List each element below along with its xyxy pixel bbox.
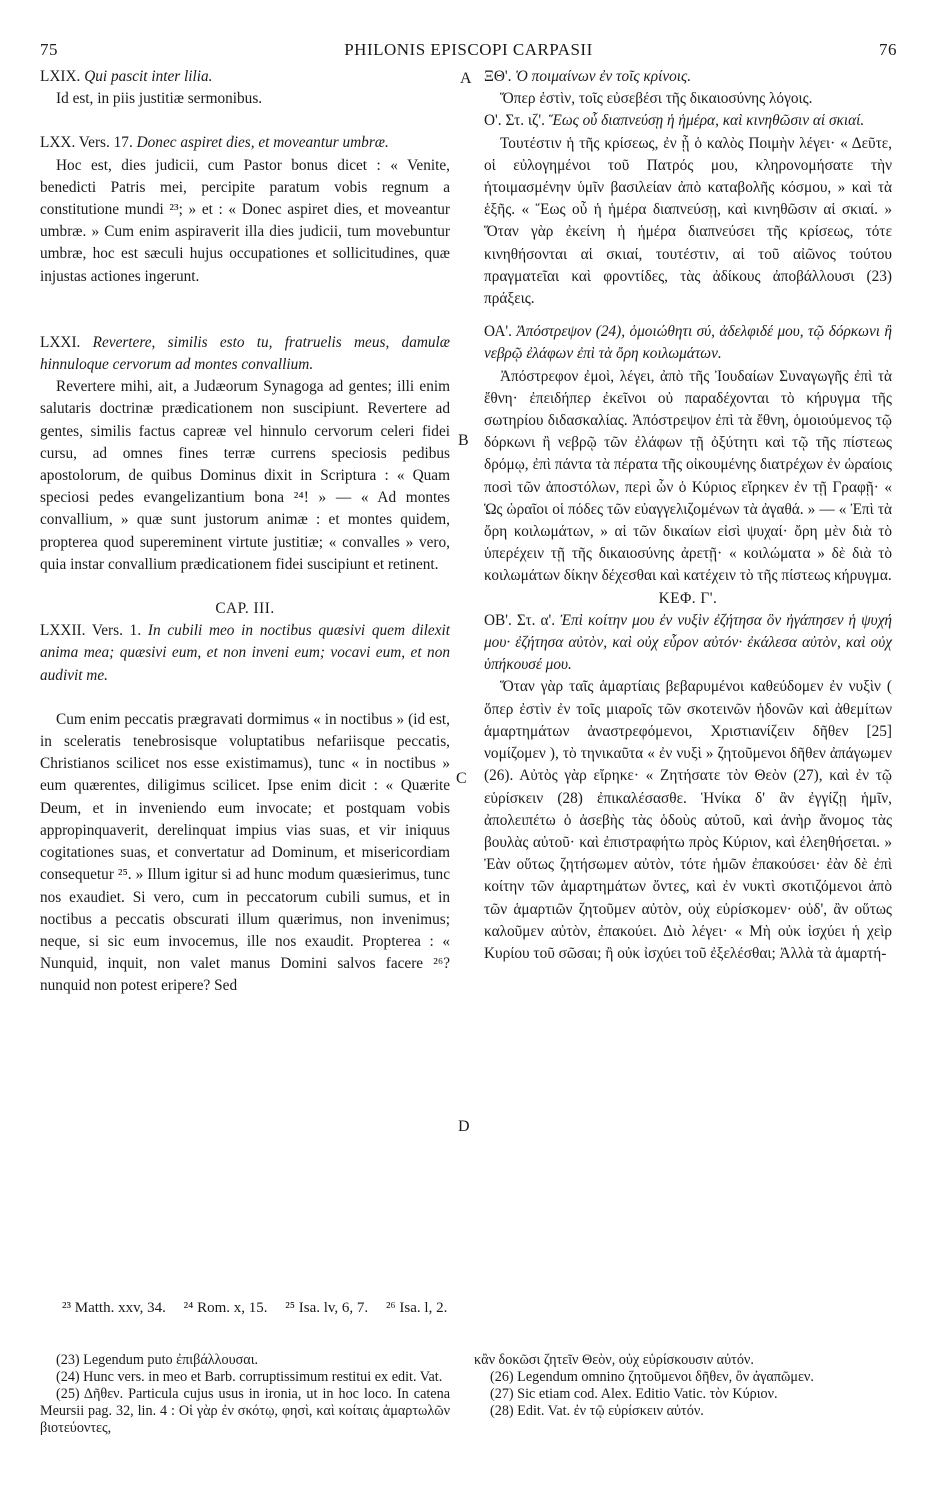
greek-section-69-text: Ὅπερ ἐστὶν, τοῖς εὐσεβέσι τῆς δικαιοσύνης λόγοις. bbox=[500, 90, 813, 108]
section-69-text: Id est, in piis justitiæ sermonibus. bbox=[56, 90, 263, 108]
greek-section-71-text: Ἀπόστρεφον ἐμοὶ, λέγει, ἀπὸ τῆς Ἰουδαίων Συναγωγῆς ἐπὶ τὰ ἔθνη· ἐπειδήπερ ἐκεῖνοι οὐ παραδέχονται τὸ κήρυγμα τῆς σωτηρίου διδασκαλίας. Ἀπόστρεψον ἐπὶ τὰ ἔθνη, ὁμοιούμενος τῷ δόρκωνι ἢ νεβρῷ τῶν ἐλάφων τῇ ὀξύτητι καὶ τῷ τῆς πίστεως δρόμῳ, ἐπὶ πάντα τὰ πέρατα τῆς οἰκουμένης διατρέχων ἐν ὡραίοις ποσὶ τῶν ἀποστόλων, περὶ ὧν ὁ Κύριος εἴρηκεν ἐν τῇ Γραφῇ· « Ὡς ὡραῖοι οἱ πόδες τῶν εὐαγγελιζομένων τὰ ἀγαθά. » — « Ἐπὶ τὰ ὄρη κοιλωμάτων, » αἱ τῶν δικαίων εἰσὶ ψυχαί· ὄρη μὲν διὰ τὸ ὑπερέχειν τῇ τῆς δικαιοσύνης ἀρετῇ· « κοιλώματα » δὲ διὰ τὸ κοιλωμάτων δίκην δέχεσθαι καὶ κατέχειν τὸ τῆς πίστεως κήρυγμα. bbox=[484, 367, 892, 585]
scripture-ref: ²⁶ Isa. l, 2. bbox=[385, 1300, 448, 1316]
section-71-heading: LXXI. Revertere, similis esto tu, fratruelis meus, damulæ hinnuloque cervorum ad montes convallium. bbox=[40, 333, 450, 374]
greek-section-69-heading: ΞΘ'. Ὁ ποιμαίνων ἐν τοῖς κρίνοις. bbox=[484, 68, 692, 85]
footnote-26: (26) Legendum omnino ζητοῦμενοι δῆθεν, ὂν ἀγαπῶμεν. bbox=[490, 1369, 814, 1385]
greek-section-70-heading: Ο'. Στ. ιζ'. Ἕως οὗ διαπνεύσῃ ἡ ἡμέρα, καὶ κινηθῶσιν αἱ σκιαί. bbox=[484, 112, 865, 130]
footnote-25-continued: κἂν δοκῶσι ζητεῖν Θεὸν, οὐχ εὑρίσκουσιν αὐτόν. bbox=[474, 1352, 754, 1368]
greek-section-70-text: Τουτέστιν ἡ τῆς κρίσεως, ἐν ᾗ ὁ καλὸς Ποιμὴν λέγει· « Δεῦτε, οἱ εὐλογημένοι τοῦ Πατρός μου, κληρονομήσατε τὴν ἡτοιμασμένην ὑμῖν βασιλείαν ἀπὸ καταβολῆς κόσμου, » καὶ τὰ ἑξῆς. « Ἕως οὗ ἡ ἡμέρα διαπνεύσῃ, καὶ κινηθῶσιν αἱ σκιαί. » Ὅταν γὰρ ἐκείνη ἡ ἡμέρα διαπνεύσει τῆς κρίσεως, τότε κινηθήσονται αἱ σκιαί, τουτέστιν, αἱ τοῦ αἰῶνος τούτου πραγματεῖαι καὶ φροντίδες, τὰς ἀδίκους ἀποβάλλουσι (23) πράξεις. bbox=[484, 134, 892, 308]
greek-section-72-heading: ΟΒ'. Στ. α'. Ἐπὶ κοίτην μου ἐν νυξὶν ἐζήτησα ὃν ἠγάπησεν ἡ ψυχή μου· ἐζήτησα αὐτὸν, καὶ οὐχ εὗρον αὐτόν· ἐκάλεσα αὐτὸν, καὶ οὐχ ὑπήκουσέ μου. bbox=[484, 611, 893, 674]
section-72-heading: LXXII. Vers. 1. In cubili meo in noctibus quæsivi quem dilexit anima mea; quæsivi eum, et non inveni eum; vocavi eum, et non audivit me. bbox=[40, 622, 450, 684]
footnotes-left bbox=[40, 1352, 450, 1437]
scripture-references bbox=[62, 1300, 762, 1317]
section-72-text: Cum enim peccatis prægravati dormimus « in noctibus » (id est, in sceleratis tenebrosisque voluptatibus nefariisque peccatis, Christianos scilicet nos esse existimamus), tunc « in noctibus » eum quærentes, diligimus scilicet. Ipse enim dicit : « Quærite Deum, et in inveniendo eum invocate; et postquam vobis appropinquaverit, derelinquat impius vias suas, et vir iniquus cogitationes suas, et convertatur ad Dominum, et misericordiam consequetur ²⁵. » Illum igitur si ad hunc modum quæsierimus, tunc nos exaudiet. Si vero, cum in peccatorum cubili sumus, et in noctibus a peccatis obscurati illum quærimus, non invenimus; neque, si sic eum invocemus, ille nos exaudit. Propterea : « Nunquid, inquit, non valet manus Domini salvos facere ²⁶? nunquid non potest eripere? Sed bbox=[40, 710, 450, 995]
footnote-28: (28) Edit. Vat. ἐν τῷ εὑρίσκειν αὐτόν. bbox=[490, 1403, 704, 1419]
scripture-ref: ²⁵ Isa. lv, 6, 7. bbox=[285, 1300, 369, 1316]
latin-column bbox=[40, 66, 450, 998]
footnote-23: (23) Legendum puto ἐπιβάλλουσαι. bbox=[56, 1352, 259, 1368]
footnote-25: (25) Δῆθεν. Particula cujus usus in ironia, ut in hoc loco. In catena Meursii pag. 32, lin. 4 : Οἱ γὰρ ἐν σκότῳ, φησὶ, καὶ κοίταις ἁμαρτωλῶν βιοτεύοντες, bbox=[40, 1386, 450, 1436]
chapter-heading-greek: ΚΕΦ. Γ'. bbox=[658, 589, 718, 607]
section-71-text: Revertere mihi, ait, a Judæorum Synagoga ad gentes; illi enim salutaris doctrinæ prædicationem non suscipiunt. Revertere ad gentes, similis factus capreæ vel hinnulo cervorum celeri fidei cursu, ad omnes fines terræ currens speciosis pedibus apostolorum, de quibus Dominus dixit in Scriptura : « Quam speciosi pedes evangelizantium bona ²⁴! » — « Ad montes convallium, » quæ sunt justorum animæ : et montes quidem, propterea quod supereminent virtute justitiæ; « convalles » vero, quia instar convallium prædicationem fidei suscipiunt et retinent. bbox=[40, 378, 450, 573]
greek-section-72-text: Ὅταν γὰρ ταῖς ἁμαρτίαις βεβαρυμένοι καθεύδομεν ἐν νυξὶν ( ὅπερ ἐστὶν ἐν τοῖς μιαροῖς τῶν σκοτεινῶν ἡδονῶν καὶ ἀθεμίτων ἁμαρτημάτων ἀναστρεφόμενοι, Χριστιανίζειν δῆθεν [25] νομίζομεν ), τὸ τηνικαῦτα « ἐν νυξὶ » ζητοῦμενοι δῆθεν ἀπάγωμεν (26). Αὐτὸς γὰρ εἴρηκε· « Ζητήσατε τὸν Θεὸν (27), καὶ ἐν τῷ εὑρίσκειν (28) ἐπικαλέσασθε. Ἡνίκα δ' ἂν ἐγγίζῃ ἡμῖν, ἀπολειπέτω ὁ ἀσεβὴς τὰς ὁδοὺς αὐτοῦ, καὶ ἀνὴρ ἄνομος τὰς βουλὰς αὐτοῦ· καὶ ἐπιστραφήτω πρὸς Κύριον, καὶ ἐλεηθήσεται. » Ἐὰν οὕτως ζητήσωμεν αὐτὸν, τότε ἡμῶν ἐπακούσει· ἐὰν δὲ ἐπὶ κοίτην τῶν ἁμαρτημάτων ὄντες, καὶ ἐν νυκτὶ σκοτιζόμενοι ἀπὸ τῶν ἁμαρτιῶν ζητοῦμεν αὐτὸν, οὐχ εὑρίσκομεν· οὐδ', ἂν οὕτως καλοῦμεν αὐτὸν, ἐπακούει. Διὸ λέγει· « Μὴ οὐκ ἰσχύει ἡ χεὶρ Κυρίου τοῦ σῶσαι; ἢ οὐκ ἰσχύει τοῦ ἐξελέσθαι; Ἀλλὰ τὰ ἁμαρτή- bbox=[484, 678, 892, 962]
footnote-27: (27) Sic etiam cod. Alex. Editio Vatic. τὸν Κύριον. bbox=[490, 1386, 778, 1402]
page-number-right: 76 bbox=[879, 40, 897, 59]
running-header bbox=[40, 40, 897, 64]
footnotes-right bbox=[474, 1352, 892, 1420]
page-number-left: 75 bbox=[40, 40, 58, 59]
chapter-heading-latin: CAP. III. bbox=[215, 600, 275, 618]
footnote-24: (24) Hunc vers. in meo et Barb. corruptissimum restitui ex edit. Vat. bbox=[56, 1369, 443, 1385]
margin-marker-a: A bbox=[460, 70, 472, 87]
greek-column bbox=[484, 66, 892, 965]
page-title: PHILONIS EPISCOPI CARPASII bbox=[344, 40, 593, 59]
margin-marker-d: D bbox=[458, 1118, 470, 1135]
section-70-text: Hoc est, dies judicii, cum Pastor bonus dicet : « Venite, benedicti Patris mei, percipite paratum vobis regnum a constitutione mundi ²³; » et : « Donec aspiret dies, et moveantur umbræ. » Cum enim aspiraverit illa dies judicii, tum movebuntur umbræ, hoc est sæculi hujus occupationes et sollicitudines, quæ injustas actiones ingerunt. bbox=[40, 156, 450, 285]
section-70-heading: LXX. Vers. 17. Donec aspiret dies, et moveantur umbræ. bbox=[40, 134, 389, 152]
greek-section-71-heading: ΟΑ'. Ἀπόστρεψον (24), ὁμοιώθητι σύ, ἀδελφιδέ μου, τῷ δόρκωνι ἢ νεβρῷ ἐλάφων ἐπὶ τὰ ὄρη κοιλωμάτων. bbox=[484, 323, 892, 363]
section-69-heading: LXIX. Qui pascit inter lilia. bbox=[40, 68, 213, 85]
margin-marker-c: C bbox=[456, 770, 467, 787]
scripture-ref: ²³ Matth. xxv, 34. bbox=[62, 1300, 166, 1316]
scripture-ref: ²⁴ Rom. x, 15. bbox=[183, 1300, 268, 1316]
margin-marker-b: B bbox=[458, 432, 469, 449]
